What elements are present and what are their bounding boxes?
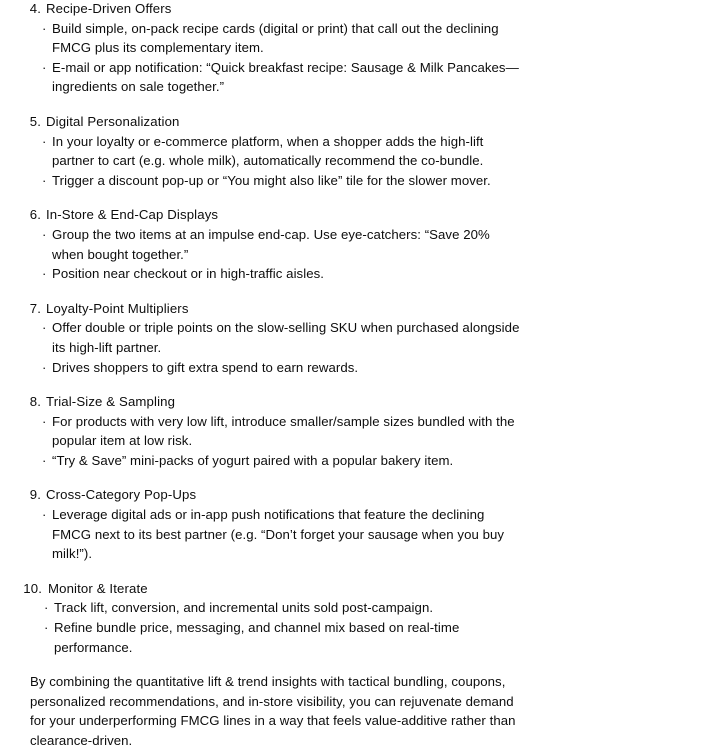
step-number: 7. — [29, 300, 41, 316]
bullet-item — [44, 618, 527, 657]
step-title: Trial-Size & Sampling — [46, 394, 176, 410]
step-number: 9. — [29, 487, 41, 503]
list-item — [0, 579, 540, 657]
step-body — [44, 579, 527, 657]
step-title: Monitor & Iterate — [48, 580, 148, 596]
step-bullet-list — [42, 412, 525, 471]
bullet-text: “Try & Save” mini-packs of yogurt paired with a popular bakery item. — [52, 452, 454, 468]
bullet-item — [42, 358, 525, 378]
bullet-text: E-mail or app notification: “Quick breakfast recipe: Sausage & Milk Pancakes—ingredients on sale together.” — [52, 59, 519, 95]
list-item — [0, 112, 540, 190]
bullet-item — [42, 225, 525, 264]
bullet-dot-icon: · — [42, 359, 47, 375]
list-item — [0, 0, 540, 97]
list-item — [0, 299, 540, 377]
step-title: Cross-Category Pop-Ups — [46, 487, 197, 503]
bullet-item — [42, 505, 525, 564]
bullet-item — [42, 19, 525, 58]
step-bullet-list — [42, 318, 525, 377]
step-body — [42, 485, 525, 563]
step-title: Recipe-Driven Offers — [46, 1, 172, 16]
step-title: Loyalty-Point Multipliers — [46, 300, 189, 316]
bullet-text: Group the two items at an impulse end-cap. Use eye-catchers: “Save 20% when bought together.” — [52, 226, 490, 262]
bullet-item — [42, 412, 525, 451]
bullet-text: Position near checkout or in high-traffic aisles. — [52, 266, 325, 282]
step-body — [42, 0, 525, 97]
bullet-dot-icon: · — [42, 507, 47, 523]
bullet-dot-icon: · — [42, 59, 47, 75]
bullet-item — [42, 171, 525, 191]
step-title: Digital Personalization — [46, 113, 180, 129]
bullet-item — [42, 132, 525, 171]
step-number: 5. — [29, 113, 41, 129]
bullet-item — [42, 58, 525, 97]
step-number: 4. — [29, 1, 41, 16]
step-bullet-list — [42, 225, 525, 284]
step-number: 10. — [23, 580, 42, 596]
bullet-dot-icon: · — [42, 20, 47, 36]
step-body — [42, 299, 525, 377]
bullet-dot-icon: · — [42, 133, 47, 149]
bullet-text: Track lift, conversion, and incremental units sold post-campaign. — [54, 600, 434, 616]
bullet-text: For products with very low lift, introduce smaller/sample sizes bundled with the popular item at low risk. — [52, 413, 515, 449]
step-bullet-list — [44, 598, 527, 657]
step-body — [42, 392, 525, 470]
step-bullet-list — [42, 505, 525, 564]
bullet-text: Leverage digital ads or in-app push notifications that feature the declining FMCG next to its best partner (e.g. “Don’t forget your sausage when you buy milk!”). — [52, 507, 505, 562]
step-body — [42, 112, 525, 190]
bullet-dot-icon: · — [42, 172, 47, 188]
bullet-item — [42, 318, 525, 357]
bullet-text: Build simple, on-pack recipe cards (digital or print) that call out the declining FMCG plus its complementary item. — [52, 20, 499, 56]
bullet-dot-icon: · — [44, 620, 49, 636]
bullet-text: Offer double or triple points on the slow-selling SKU when purchased alongside its high-lift partner. — [52, 320, 520, 355]
step-bullet-list — [42, 19, 525, 97]
bullet-text: In your loyalty or e-commerce platform, when a shopper adds the high-lift partner to cart (e.g. whole milk), automatically recommend the co-bundle. — [52, 133, 484, 169]
bullet-item — [42, 451, 525, 471]
step-number: 8. — [29, 394, 41, 410]
bullet-dot-icon: · — [42, 226, 47, 242]
bullet-text: Drives shoppers to gift extra spend to earn rewards. — [52, 359, 359, 375]
bullet-item — [42, 264, 525, 284]
bullet-dot-icon: · — [42, 413, 47, 429]
bullet-dot-icon: · — [42, 452, 47, 468]
list-item — [0, 485, 540, 563]
bullet-item — [44, 598, 527, 618]
step-title: In-Store & End-Cap Displays — [46, 207, 219, 223]
bullet-text: Trigger a discount pop-up or “You might also like” tile for the slower mover. — [52, 172, 491, 188]
list-item — [0, 392, 540, 470]
bullet-dot-icon: · — [42, 320, 47, 336]
step-bullet-list — [42, 132, 525, 191]
step-body — [42, 205, 525, 283]
bullet-dot-icon: · — [44, 600, 49, 616]
bullet-dot-icon: · — [42, 266, 47, 282]
step-number: 6. — [29, 207, 41, 223]
list-item — [0, 205, 540, 283]
bullet-text: Refine bundle price, messaging, and channel mix based on real-time performance. — [54, 620, 460, 655]
closing-paragraph: By combining the quantitative lift & trend insights with tactical bundling, coupons, personalized recommendations, and in-store visibility, you can rejuvenate demand for your underperforming FMCG lines in a way that feels value-additive rather than clearance-driven. — [30, 674, 516, 748]
